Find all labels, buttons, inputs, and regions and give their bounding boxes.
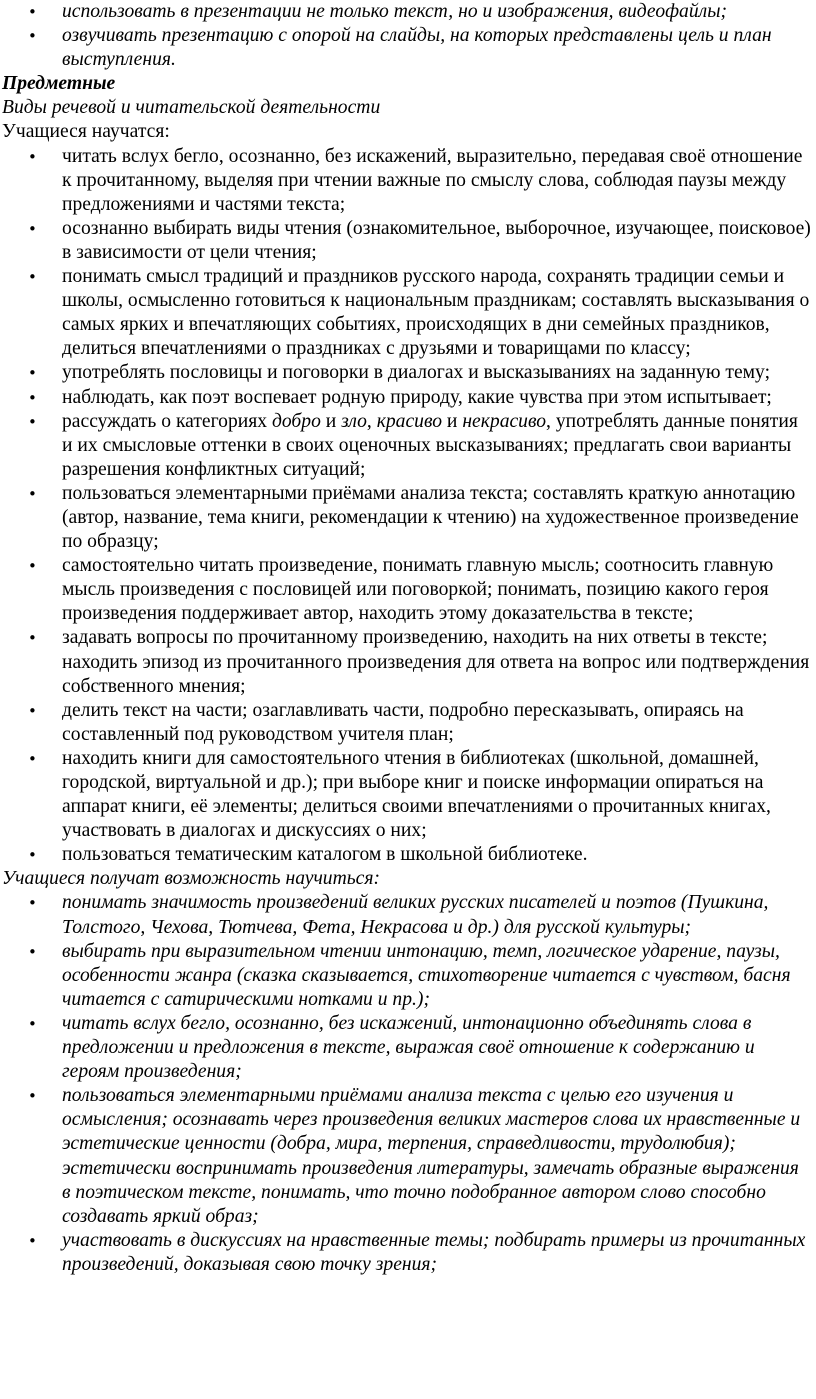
- text-segment: рассуждать о категориях: [62, 410, 272, 432]
- list-item: • участвовать в дискуссиях на нравственные темы; подбирать примеры из прочитанных произведений, доказывая свою точку зрения;: [0, 1229, 816, 1277]
- subsection-title: Виды речевой и читательской деятельности: [2, 97, 381, 119]
- italic-term: добро: [271, 410, 321, 432]
- list-item: • осознанно выбирать виды чтения (ознакомительное, выборочное, изучающее, поисковое) в зависимости от цели чтения;: [0, 217, 816, 265]
- list-item: • делить текст на части; озаглавливать части, подробно пересказывать, опираясь на составленный под руководством учителя план;: [0, 699, 816, 747]
- list-item: • пользоваться тематическим каталогом в школьной библиотеке.: [0, 843, 816, 867]
- top-bullet-list: [0, 0, 816, 72]
- list-item: • самостоятельно читать произведение, понимать главную мысль; соотносить главную мысль произведения с пословицей или поговоркой; понимать, позицию какого героя произведения поддерживает автор, находить этому доказательства в тексте;: [0, 554, 816, 626]
- italic-term: некрасиво: [462, 410, 547, 432]
- learn-bullet-list: [0, 145, 816, 868]
- italic-term: зло: [341, 410, 367, 432]
- list-item: • понимать значимость произведений великих русских писателей и поэтов (Пушкина, Толстого, Чехова, Тютчева, Фета, Некрасова и др.) для русской культуры;: [0, 891, 816, 939]
- list-item: • понимать смысл традиций и праздников русского народа, сохранять традиции семьи и школы, осмысленно готовиться к национальным праздникам; составлять высказывания о самых ярких и впечатляющих событиях, происходящих в дни семейных праздников, делиться впечатлениями о праздниках с друзьями и товарищами по классу;: [0, 265, 816, 361]
- section-title: Предметные: [2, 73, 116, 95]
- students-will-learn-label: Учащиеся научатся:: [2, 121, 170, 143]
- text-segment: ,: [366, 410, 377, 432]
- list-item: • читать вслух бегло, осознанно, без искажений, интонационно объединять слова в предложении и предложения в тексте, выражая своё отношение к содержанию и героям произведения;: [0, 1012, 816, 1084]
- list-item: • пользоваться элементарными приёмами анализа текста; составлять краткую аннотацию (автор, название, тема книги, рекомендации к чтению) на художественное произведение по образцу;: [0, 482, 816, 554]
- list-item: • пользоваться элементарными приёмами анализа текста с целью его изучения и осмысления; осознавать через произведения великих мастеров слова их нравственные и эстетические ценности (добра, мира, терпения, справедливости, трудолюбия); эстетически воспринимать произведения литературы, замечать образные выражения в поэтическом тексте, понимать, что точно подобранное автором слово способно создавать яркий образ;: [0, 1084, 816, 1229]
- italic-term: красиво: [376, 410, 443, 432]
- students-opportunity-label: Учащиеся получат возможность научиться:: [2, 868, 380, 890]
- list-item: • использовать в презентации не только текст, но и изображения, видеофайлы;: [0, 0, 816, 24]
- list-item: • наблюдать, как поэт воспевает родную природу, какие чувства при этом испытывает;: [0, 386, 816, 410]
- list-item: • озвучивать презентацию с опорой на слайды, на которых представлены цель и план выступления.: [0, 24, 816, 72]
- list-item: • читать вслух бегло, осознанно, без искажений, выразительно, передавая своё отношение к прочитанному, выделяя при чтении важные по смыслу слова, соблюдая паузы между предложениями и частями текста;: [0, 145, 816, 217]
- text-segment: и: [320, 410, 342, 432]
- list-item: [0, 410, 816, 482]
- opportunity-bullet-list: [0, 891, 816, 1277]
- list-item: • задавать вопросы по прочитанному произведению, находить на них ответы в тексте; находить эпизод из прочитанного произведения для ответа на вопрос или подтверждения собственного мнения;: [0, 626, 816, 698]
- list-item: • употреблять пословицы и поговорки в диалогах и высказываниях на заданную тему;: [0, 361, 816, 385]
- list-item: • находить книги для самостоятельного чтения в библиотеках (школьной, домашней, городской, виртуальной и др.); при выборе книг и поиске информации опираться на аппарат книги, её элементы; делиться своими впечатлениями о прочитанных книгах, участвовать в диалогах и дискуссиях о них;: [0, 747, 816, 843]
- text-segment: , употреблять данные понятия и их смысловые оттенки в своих оценочных высказываниях; предлагать свои варианты разрешения конфликтных ситуаций;: [62, 410, 798, 480]
- text-segment: и: [442, 410, 463, 432]
- list-item: • выбирать при выразительном чтении интонацию, темп, логическое ударение, паузы, особенности жанра (сказка сказывается, стихотворение читается с чувством, басня читается с сатирическими нотками и пр.);: [0, 940, 816, 1012]
